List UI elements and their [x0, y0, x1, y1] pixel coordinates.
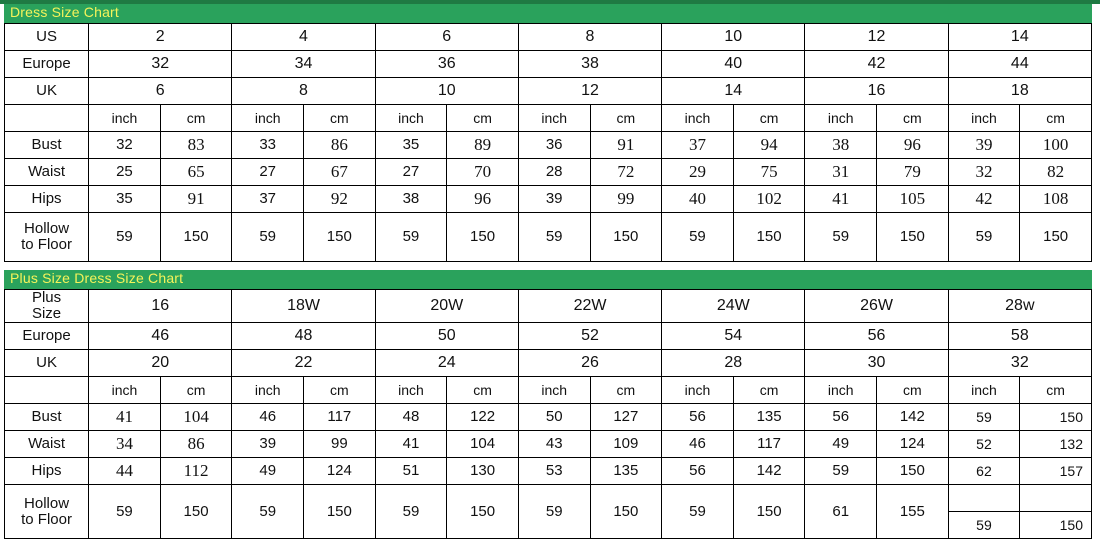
plus-size-1: 18W	[232, 290, 375, 323]
unit-inch-plus-0: inch	[89, 377, 161, 404]
row-label-bust: Bust	[5, 132, 89, 159]
table-row	[5, 105, 1092, 132]
hollow-plus-cm-6-top	[1020, 485, 1092, 512]
hollow-cm-1: 150	[304, 213, 376, 262]
waist-cm-3: 72	[590, 159, 662, 186]
row-label-units	[5, 105, 89, 132]
unit-cm-plus-3: cm	[590, 377, 662, 404]
hollow-plus-cm-1: 150	[304, 485, 376, 539]
europe-size-5: 42	[805, 51, 948, 78]
bust-inch-0: 32	[89, 132, 161, 159]
hips-plus-inch-2: 51	[375, 458, 447, 485]
plus-size-dress-chart-table	[4, 289, 1092, 539]
bust-cm-4: 94	[733, 132, 805, 159]
hips-plus-cm-0: 112	[160, 458, 232, 485]
unit-inch-6: inch	[948, 105, 1020, 132]
table-row	[5, 431, 1092, 458]
row-label-hips: Hips	[5, 186, 89, 213]
europe-plus-2: 50	[375, 323, 518, 350]
bust-cm-0: 83	[160, 132, 232, 159]
waist-cm-4: 75	[733, 159, 805, 186]
hips-plus-cm-6: 157	[1020, 458, 1092, 485]
table-row	[5, 458, 1092, 485]
us-size-4: 10	[662, 24, 805, 51]
hips-plus-inch-1: 49	[232, 458, 304, 485]
plus-size-dress-chart-title: Plus Size Dress Size Chart	[10, 270, 184, 286]
hips-plus-cm-5: 150	[877, 458, 949, 485]
hollow-plus-label-line1: Hollow	[24, 494, 70, 512]
table-row	[5, 132, 1092, 159]
table-row	[5, 377, 1092, 404]
hollow-cm-2: 150	[447, 213, 519, 262]
hollow-label-line1: Hollow	[24, 220, 70, 238]
bust-plus-cm-1: 117	[304, 404, 376, 431]
row-label-bust-plus: Bust	[5, 404, 89, 431]
plus-size-5: 26W	[805, 290, 948, 323]
unit-cm-plus-6: cm	[1020, 377, 1092, 404]
hollow-inch-3: 59	[518, 213, 590, 262]
plus-size-6: 28w	[948, 290, 1091, 323]
waist-plus-cm-2: 104	[447, 431, 519, 458]
plus-label-line2: Size	[31, 305, 62, 322]
bust-plus-cm-4: 135	[733, 404, 805, 431]
waist-plus-inch-6: 52	[948, 431, 1020, 458]
waist-plus-cm-5: 124	[877, 431, 949, 458]
us-size-0: 2	[89, 24, 232, 51]
hips-cm-6: 108	[1020, 186, 1092, 213]
bust-plus-inch-5: 56	[805, 404, 877, 431]
bust-inch-2: 35	[375, 132, 447, 159]
waist-plus-inch-2: 41	[375, 431, 447, 458]
hollow-plus-inch-6-top	[948, 485, 1020, 512]
table-row	[5, 350, 1092, 377]
unit-inch-plus-2: inch	[375, 377, 447, 404]
waist-cm-1: 67	[304, 159, 376, 186]
hollow-plus-inch-1: 59	[232, 485, 304, 539]
row-label-hips-plus: Hips	[5, 458, 89, 485]
bust-inch-6: 39	[948, 132, 1020, 159]
unit-inch-5: inch	[805, 105, 877, 132]
europe-size-3: 38	[518, 51, 661, 78]
plus-size-0: 16	[89, 290, 232, 323]
hollow-cm-6: 150	[1020, 213, 1092, 262]
unit-inch-1: inch	[232, 105, 304, 132]
hollow-label-line2: to Floor	[21, 236, 72, 253]
us-size-3: 8	[518, 24, 661, 51]
hollow-cm-3: 150	[590, 213, 662, 262]
hollow-plus-label-line2: to Floor	[21, 510, 72, 528]
waist-cm-5: 79	[877, 159, 949, 186]
hollow-plus-cm-6-extra: 150	[1020, 512, 1092, 539]
hips-inch-4: 40	[662, 186, 734, 213]
hips-inch-3: 39	[518, 186, 590, 213]
row-label-uk-plus: UK	[5, 350, 89, 377]
waist-plus-inch-5: 49	[805, 431, 877, 458]
unit-cm-4: cm	[733, 105, 805, 132]
row-label-waist-plus: Waist	[5, 431, 89, 458]
europe-plus-3: 52	[518, 323, 661, 350]
bust-inch-1: 33	[232, 132, 304, 159]
uk-plus-6: 32	[948, 350, 1091, 377]
europe-size-6: 44	[948, 51, 1091, 78]
hips-plus-cm-1: 124	[304, 458, 376, 485]
europe-plus-0: 46	[89, 323, 232, 350]
unit-cm-plus-4: cm	[733, 377, 805, 404]
hips-cm-5: 105	[877, 186, 949, 213]
hollow-plus-cm-0: 150	[160, 485, 232, 539]
bust-inch-5: 38	[805, 132, 877, 159]
waist-plus-inch-1: 39	[232, 431, 304, 458]
unit-inch-plus-4: inch	[662, 377, 734, 404]
uk-size-5: 16	[805, 78, 948, 105]
plus-label-line1: Plus	[31, 289, 62, 307]
hips-inch-1: 37	[232, 186, 304, 213]
table-row	[5, 51, 1092, 78]
hips-plus-cm-2: 130	[447, 458, 519, 485]
hips-plus-inch-6: 62	[948, 458, 1020, 485]
uk-size-6: 18	[948, 78, 1091, 105]
row-label-uk: UK	[5, 78, 89, 105]
waist-inch-5: 31	[805, 159, 877, 186]
unit-cm-3: cm	[590, 105, 662, 132]
bust-plus-cm-5: 142	[877, 404, 949, 431]
hollow-plus-inch-5: 61	[805, 485, 877, 539]
uk-size-0: 6	[89, 78, 232, 105]
europe-size-2: 36	[375, 51, 518, 78]
hips-plus-cm-3: 135	[590, 458, 662, 485]
bust-plus-inch-1: 46	[232, 404, 304, 431]
unit-cm-6: cm	[1020, 105, 1092, 132]
bust-plus-inch-2: 48	[375, 404, 447, 431]
bust-cm-5: 96	[877, 132, 949, 159]
waist-inch-1: 27	[232, 159, 304, 186]
unit-cm-0: cm	[160, 105, 232, 132]
hips-inch-0: 35	[89, 186, 161, 213]
bust-cm-2: 89	[447, 132, 519, 159]
row-label-europe-plus: Europe	[5, 323, 89, 350]
unit-cm-plus-1: cm	[304, 377, 376, 404]
hips-plus-inch-4: 56	[662, 458, 734, 485]
hollow-cm-4: 150	[733, 213, 805, 262]
hips-inch-5: 41	[805, 186, 877, 213]
waist-inch-3: 28	[518, 159, 590, 186]
waist-plus-cm-1: 99	[304, 431, 376, 458]
hollow-plus-cm-3: 150	[590, 485, 662, 539]
plus-size-dress-chart-banner	[4, 270, 1092, 289]
unit-inch-plus-3: inch	[518, 377, 590, 404]
hollow-inch-4: 59	[662, 213, 734, 262]
hollow-plus-inch-3: 59	[518, 485, 590, 539]
table-row	[5, 485, 1092, 512]
hollow-inch-5: 59	[805, 213, 877, 262]
unit-cm-plus-5: cm	[877, 377, 949, 404]
dress-size-chart-title: Dress Size Chart	[10, 4, 120, 20]
bust-inch-4: 37	[662, 132, 734, 159]
hollow-inch-6: 59	[948, 213, 1020, 262]
waist-plus-inch-0: 34	[89, 431, 161, 458]
row-label-plus-size	[5, 290, 89, 323]
waist-plus-cm-4: 117	[733, 431, 805, 458]
hips-inch-2: 38	[375, 186, 447, 213]
hips-plus-inch-0: 44	[89, 458, 161, 485]
hips-plus-inch-3: 53	[518, 458, 590, 485]
table-row	[5, 186, 1092, 213]
bust-plus-inch-6: 59	[948, 404, 1020, 431]
hips-plus-inch-5: 59	[805, 458, 877, 485]
uk-plus-2: 24	[375, 350, 518, 377]
unit-cm-1: cm	[304, 105, 376, 132]
uk-plus-5: 30	[805, 350, 948, 377]
uk-size-1: 8	[232, 78, 375, 105]
table-row	[5, 290, 1092, 323]
uk-plus-0: 20	[89, 350, 232, 377]
hips-cm-4: 102	[733, 186, 805, 213]
waist-cm-0: 65	[160, 159, 232, 186]
section-gap	[0, 262, 1100, 270]
bust-plus-inch-3: 50	[518, 404, 590, 431]
row-label-europe: Europe	[5, 51, 89, 78]
hips-cm-2: 96	[447, 186, 519, 213]
unit-inch-4: inch	[662, 105, 734, 132]
europe-size-4: 40	[662, 51, 805, 78]
bust-plus-cm-2: 122	[447, 404, 519, 431]
waist-plus-cm-3: 109	[590, 431, 662, 458]
table-row	[5, 323, 1092, 350]
bust-cm-3: 91	[590, 132, 662, 159]
bust-plus-cm-0: 104	[160, 404, 232, 431]
row-label-us: US	[5, 24, 89, 51]
hollow-plus-inch-2: 59	[375, 485, 447, 539]
hollow-plus-cm-2: 150	[447, 485, 519, 539]
plus-size-2: 20W	[375, 290, 518, 323]
plus-size-4: 24W	[662, 290, 805, 323]
unit-inch-2: inch	[375, 105, 447, 132]
plus-size-3: 22W	[518, 290, 661, 323]
unit-cm-plus-0: cm	[160, 377, 232, 404]
waist-inch-6: 32	[948, 159, 1020, 186]
uk-plus-3: 26	[518, 350, 661, 377]
unit-inch-plus-1: inch	[232, 377, 304, 404]
hollow-cm-0: 150	[160, 213, 232, 262]
table-row	[5, 159, 1092, 186]
bust-cm-1: 86	[304, 132, 376, 159]
bust-plus-cm-6: 150	[1020, 404, 1092, 431]
europe-plus-4: 54	[662, 323, 805, 350]
uk-plus-1: 22	[232, 350, 375, 377]
hollow-inch-0: 59	[89, 213, 161, 262]
waist-plus-cm-0: 86	[160, 431, 232, 458]
europe-plus-1: 48	[232, 323, 375, 350]
us-size-2: 6	[375, 24, 518, 51]
europe-plus-5: 56	[805, 323, 948, 350]
europe-size-1: 34	[232, 51, 375, 78]
waist-plus-inch-4: 46	[662, 431, 734, 458]
us-size-5: 12	[805, 24, 948, 51]
hollow-plus-cm-4: 150	[733, 485, 805, 539]
unit-inch-3: inch	[518, 105, 590, 132]
unit-inch-plus-6: inch	[948, 377, 1020, 404]
hips-cm-0: 91	[160, 186, 232, 213]
europe-size-0: 32	[89, 51, 232, 78]
waist-inch-0: 25	[89, 159, 161, 186]
us-size-6: 14	[948, 24, 1091, 51]
hips-cm-1: 92	[304, 186, 376, 213]
unit-cm-plus-2: cm	[447, 377, 519, 404]
uk-size-3: 12	[518, 78, 661, 105]
hips-inch-6: 42	[948, 186, 1020, 213]
hips-cm-3: 99	[590, 186, 662, 213]
hollow-cm-5: 150	[877, 213, 949, 262]
waist-plus-inch-3: 43	[518, 431, 590, 458]
table-row	[5, 24, 1092, 51]
uk-size-2: 10	[375, 78, 518, 105]
hollow-plus-cm-5: 155	[877, 485, 949, 539]
unit-inch-0: inch	[89, 105, 161, 132]
row-label-waist: Waist	[5, 159, 89, 186]
unit-inch-plus-5: inch	[805, 377, 877, 404]
uk-plus-4: 28	[662, 350, 805, 377]
bust-plus-inch-4: 56	[662, 404, 734, 431]
hollow-inch-1: 59	[232, 213, 304, 262]
table-row	[5, 78, 1092, 105]
hollow-plus-inch-0: 59	[89, 485, 161, 539]
hips-plus-cm-4: 142	[733, 458, 805, 485]
bust-plus-cm-3: 127	[590, 404, 662, 431]
bust-plus-inch-0: 41	[89, 404, 161, 431]
waist-inch-4: 29	[662, 159, 734, 186]
waist-cm-6: 82	[1020, 159, 1092, 186]
hollow-plus-inch-6-extra: 59	[948, 512, 1020, 539]
row-label-units-plus	[5, 377, 89, 404]
bust-cm-6: 100	[1020, 132, 1092, 159]
us-size-1: 4	[232, 24, 375, 51]
waist-inch-2: 27	[375, 159, 447, 186]
waist-cm-2: 70	[447, 159, 519, 186]
hollow-inch-2: 59	[375, 213, 447, 262]
table-row	[5, 404, 1092, 431]
dress-size-chart-banner	[4, 4, 1092, 23]
europe-plus-6: 58	[948, 323, 1091, 350]
unit-cm-2: cm	[447, 105, 519, 132]
uk-size-4: 14	[662, 78, 805, 105]
hollow-plus-inch-4: 59	[662, 485, 734, 539]
bust-inch-3: 36	[518, 132, 590, 159]
unit-cm-5: cm	[877, 105, 949, 132]
row-label-hollow-to-floor-plus	[5, 485, 89, 539]
row-label-hollow-to-floor	[5, 213, 89, 262]
dress-size-chart-table	[4, 23, 1092, 262]
waist-plus-cm-6: 132	[1020, 431, 1092, 458]
